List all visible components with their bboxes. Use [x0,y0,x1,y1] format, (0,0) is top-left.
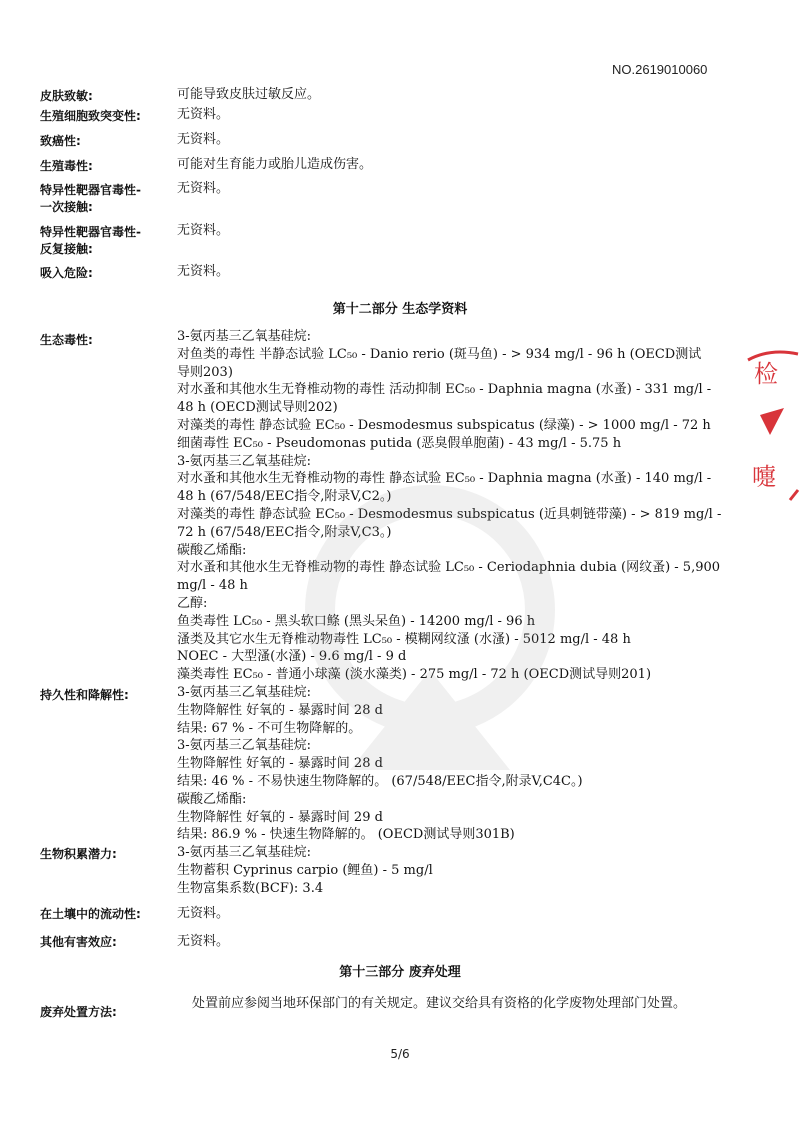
field-label: 生殖毒性: [40,159,93,173]
ecotox-label: 生态毒性: [40,333,93,347]
text-line: 藻类毒性 EC₅₀ - 普通小球藻 (淡水藻类) - 275 mg/l - 72 h (OECD测试导则201) [177,667,652,683]
text-line: 生物富集系数(BCF): 3.4 [177,880,324,896]
stamp-char: 嚏 [752,463,776,491]
field-label: 皮肤致敏: [40,89,93,103]
text-line: 3-氨丙基三乙氧基硅烷: [177,685,312,700]
bioaccumulation-label: 生物积累潜力: [40,847,117,861]
text-line: 鱼类毒性 LC₅₀ - 黑头软口鲦 (黑头呆鱼) - 14200 mg/l - 96 h [177,613,536,629]
text-line: 碳酸乙烯酯: [177,542,247,558]
text-line: 溞类及其它水生无脊椎动物毒性 LC₅₀ - 模糊网纹溞 (水溞) - 5012 mg/l - 48 h [177,631,631,647]
text-line: 48 h (OECD测试导则202) [177,400,338,416]
text-line: 3-氨丙基三乙氧基硅烷: [177,738,312,754]
field-value: 无资料。 [177,223,230,238]
field-label: 特异性靶器官毒性-反复接触: [40,225,141,256]
text-line: 生物蓄积 Cyprinus carpio (鲤鱼) - 5 mg/l [177,862,433,878]
field-label: 致癌性: [40,134,81,148]
text-line: 3-氨丙基三乙氧基硅烷: [177,329,312,344]
text-line: 对水蚤和其他水生无脊椎动物的毒性 静态试验 LC₅₀ - Ceriodaphnia dubia (网纹蚤) - 5,900 [177,560,721,576]
text-line: 48 h (67/548/EEC指令,附录V,C2。) [177,489,392,505]
field-label: 特异性靶器官毒性-一次接触: [40,183,141,214]
text-line: NOEC - 大型溞(水溞) - 9.6 mg/l - 9 d [177,649,407,665]
field-value: 可能对生育能力或胎儿造成伤害。 [177,157,373,172]
field-value: 无资料。 [177,181,230,196]
text-line: mg/l - 48 h [177,578,248,594]
text-line: 细菌毒性 EC₅₀ - Pseudomonas putida (恶臭假单胞菌) - 43 mg/l - 5.75 h [177,435,622,451]
text-line: 72 h (67/548/EEC指令,附录V,C3。) [177,524,392,540]
field-label: 吸入危险: [40,266,93,280]
persistence-label: 持久性和降解性: [40,688,129,702]
field-label: 生殖细胞致突变性: [40,109,141,123]
text-line: 结果: 46 % - 不易快速生物降解的。 (67/548/EEC指令,附录V,C4C。) [177,773,583,789]
inspection-stamp [740,340,800,510]
field-value: 无资料。 [177,264,230,279]
text-line: 结果: 67 % - 不可生物降解的。 [177,720,362,736]
soil-mobility-label: 在土壤中的流动性: [40,907,141,921]
text-line: 导则203) [177,364,233,380]
field-value: 无资料。 [177,132,230,147]
text-line: 生物降解性 好氧的 - 暴露时间 29 d [177,809,383,825]
text-line: 结果: 86.9 % - 快速生物降解的。 (OECD测试导则301B) [177,827,515,843]
field-value: 无资料。 [177,107,230,122]
text-line: 碳酸乙烯酯: [177,791,247,807]
bioaccumulation-block [177,844,737,897]
field-value: 可能导致皮肤过敏反应。 [177,87,321,102]
other-effects-value: 无资料。 [177,934,230,949]
text-line: 对水蚤和其他水生无脊椎动物的毒性 静态试验 EC₅₀ - Daphnia magna (水蚤) - 140 mg/l - [177,471,712,487]
other-effects-label: 其他有害效应: [40,935,117,949]
text-line: 3-氨丙基三乙氧基硅烷: [177,845,312,860]
text-line: 生物降解性 好氧的 - 暴露时间 28 d [177,756,383,772]
section-13-title: 第十三部分 废弃处理 [339,965,461,980]
watermark-logo [290,470,570,850]
text-line: 3-氨丙基三乙氧基硅烷: [177,453,312,469]
document-number: NO.2619010060 [612,62,708,77]
stamp-char: 检 [754,360,778,388]
text-line: 生物降解性 好氧的 - 暴露时间 28 d [177,702,383,718]
page-number: 5/6 [390,1047,410,1061]
text-line: 对藻类的毒性 静态试验 EC₅₀ - Desmodesmus subspicatus (近具刺链带藻) - > 819 mg/l - [177,506,722,522]
section-12-title: 第十二部分 生态学资料 [332,302,468,317]
disposal-label: 废弃处置方法: [40,1005,117,1019]
soil-mobility-value: 无资料。 [177,906,230,921]
text-line: 对藻类的毒性 静态试验 EC₅₀ - Desmodesmus subspicatus (绿藻) - > 1000 mg/l - 72 h [177,417,711,433]
disposal-value: 处置前应参阅当地环保部门的有关规定。建议交给具有资格的化学废物处理部门处置。 [192,996,687,1011]
text-line: 乙醇: [177,595,208,611]
text-line: 对鱼类的毒性 半静态试验 LC₅₀ - Danio rerio (斑马鱼) - > 934 mg/l - 96 h (OECD测试 [177,346,702,362]
text-line: 对水蚤和其他水生无脊椎动物的毒性 活动抑制 EC₅₀ - Daphnia magna (水蚤) - 331 mg/l - [177,382,712,398]
